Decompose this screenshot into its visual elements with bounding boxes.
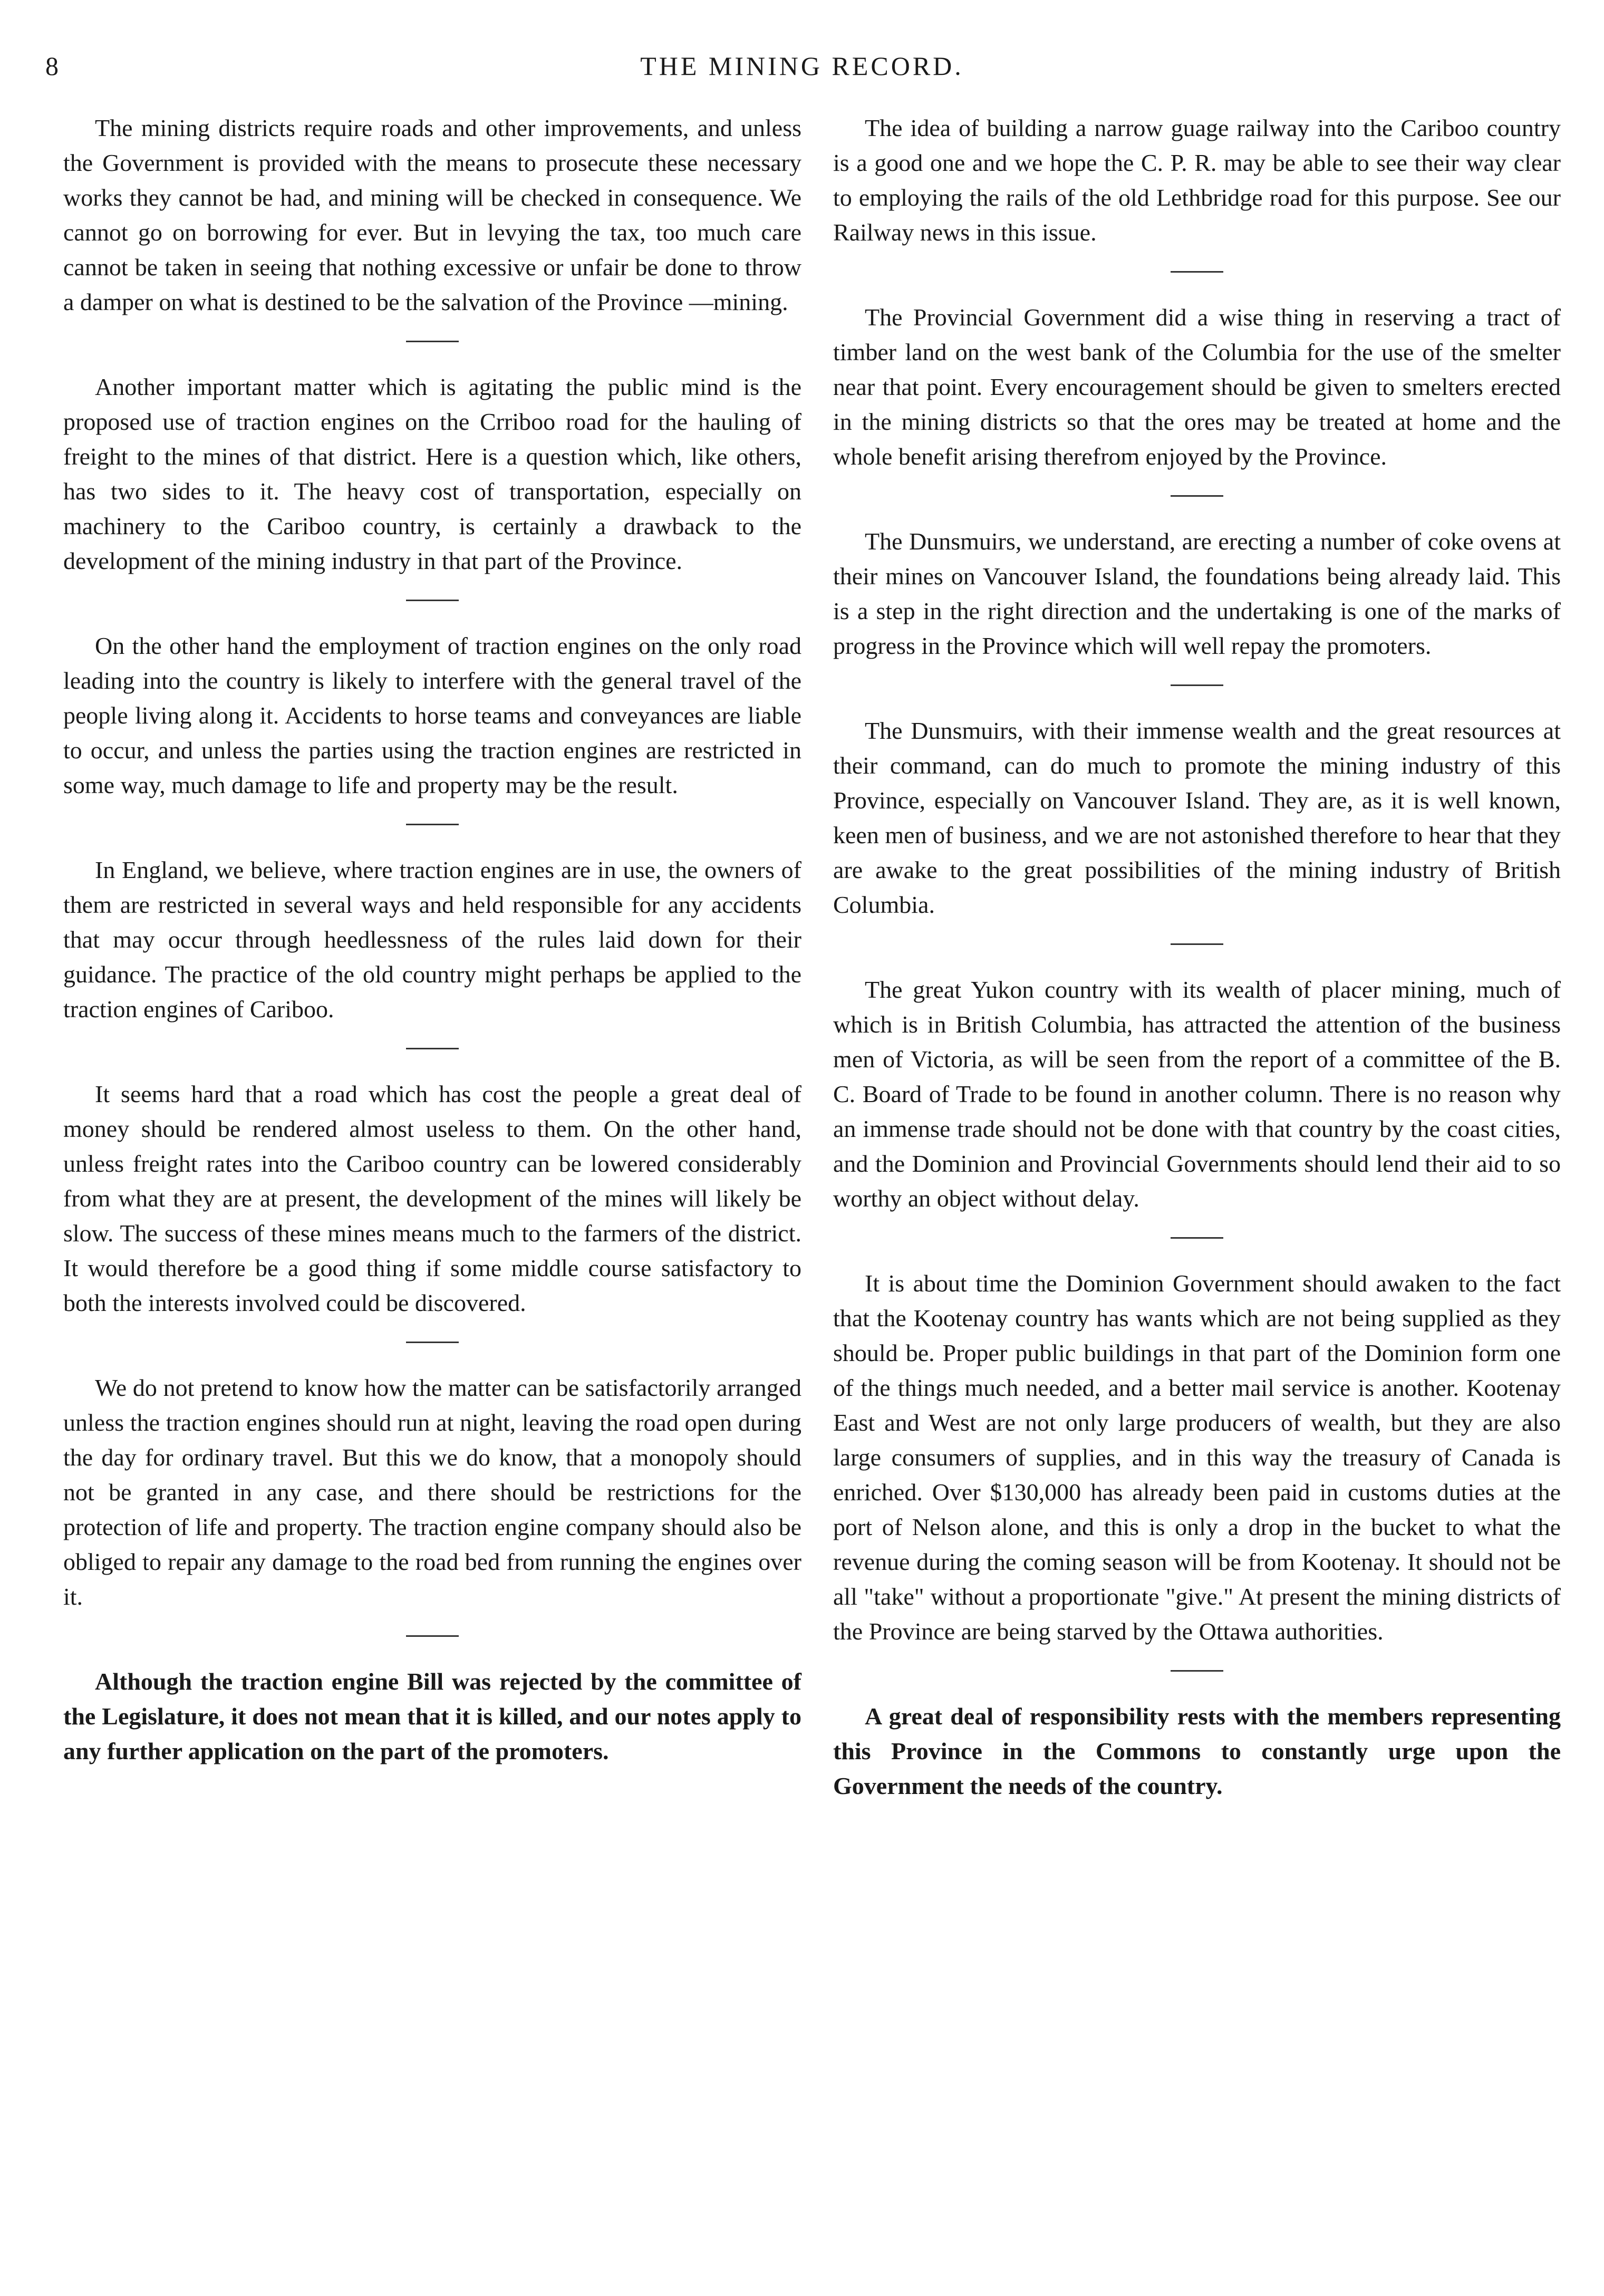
editorial-paragraph: The great Yukon country with its wealth of placer mining, much of which is in British Columbia, has attracted the attention of the business men of Victoria, as will be seen from the report of a committee of the B. C. Board of Trade to be found in another column. There is no reason why an immense trade should not be done with that country by the coast cities, and the Dominion and Provincial Governments should lend their aid to so worthy an object without delay. xyxy=(833,976,1561,1212)
left-column xyxy=(63,111,801,1769)
section-divider xyxy=(406,1048,459,1049)
editorial-paragraph: Another important matter which is agitating the public mind is the proposed use of traction engines on the Crriboo road for the hauling of freight to the mines of that district. Here is a question which, like others, has two sides to it. The heavy cost of transportation, especially on machinery to the Cariboo country, is certainly a drawback to the development of the mining industry in that part of the Province. xyxy=(63,373,801,574)
editorial-paragraph: Although the traction engine Bill was rejected by the committee of the Legislature, it does not mean that it is killed, and our notes apply to any further application on the part of the promoters. xyxy=(63,1668,801,1764)
editorial-paragraph: On the other hand the employment of traction engines on the only road leading into the country is likely to interfere with the general travel of the people living along it. Accidents to horse teams and conveyances are liable to occur, and unless the parties using the traction engines are restricted in some way, much damage to life and property may be the result. xyxy=(63,632,801,798)
editorial-paragraph: The Dunsmuirs, we understand, are erecting a number of coke ovens at their mines on Vancouver Island, the foundations being already laid. This is a step in the right direction and the undertaking is one of the marks of progress in the Province which will well repay the promoters. xyxy=(833,528,1561,659)
page-number: 8 xyxy=(45,51,59,81)
section-divider xyxy=(406,600,459,601)
editorial-paragraph: The Dunsmuirs, with their immense wealth and the great resources at their command, can do much to promote the mining industry of this Province, especially on Vancouver Island. They are, as it is well known, keen men of business, and we are not astonished therefore to hear that they are awake to the great possibilities of the mining industry of British Columbia. xyxy=(833,717,1561,918)
section-divider xyxy=(406,1342,459,1343)
section-divider xyxy=(1171,1670,1223,1672)
editorial-paragraph: It is about time the Dominion Government should awaken to the fact that the Kootenay country has wants which are not being supplied as they should be. Proper public buildings in that part of the Dominion form one of the things much needed, and a better mail service is another. Kootenay East and West are not only large producers of wealth, but they are also large consumers of supplies, and in this way the treasury of Canada is enriched. Over $130,000 has already been paid in customs duties at the port of Nelson alone, and this is only a drop in the bucket to what the revenue during the coming season will be from Kootenay. It should not be all "take" without a proportionate "give." At present the mining districts of the Province are being starved by the Ottawa authorities. xyxy=(833,1270,1561,1645)
editorial-paragraph: We do not pretend to know how the matter can be satisfactorily arranged unless the traction engines should run at night, leaving the road open during the day for ordinary travel. But this we do know, that a monopoly should not be granted in any case, and there should be restrictions for the protection of life and property. The traction engine company should also be obliged to repair any damage to the road bed from running the engines over it. xyxy=(63,1374,801,1610)
editorial-paragraph: In England, we believe, where traction engines are in use, the owners of them are restricted in several ways and held responsible for any accidents that may occur through heedlessness of the rules laid down for their guidance. The practice of the old country might perhaps be applied to the traction engines of Cariboo. xyxy=(63,856,801,1022)
running-title: THE MINING RECORD. xyxy=(640,51,964,81)
section-divider xyxy=(406,1635,459,1637)
section-divider xyxy=(1171,684,1223,686)
editorial-paragraph: A great deal of responsibility rests with the members representing this Province in the Commons to constantly urge upon the Government the needs of the country. xyxy=(833,1703,1561,1799)
section-divider xyxy=(406,341,459,342)
editorial-paragraph: The Provincial Government did a wise thing in reserving a tract of timber land on the west bank of the Columbia for the use of the smelter near that point. Every encouragement should be given to smelters erected in the mining districts so that the ores may be treated at home and the whole benefit arising therefrom enjoyed by the Province. xyxy=(833,304,1561,470)
section-divider xyxy=(1171,271,1223,273)
editorial-paragraph: The idea of building a narrow guage railway into the Cariboo country is a good one and we hope the C. P. R. may be able to see their way clear to employing the rails of the old Lethbridge road for this purpose. See our Railway news in this issue. xyxy=(833,114,1561,246)
section-divider xyxy=(406,824,459,825)
editorial-paragraph: It seems hard that a road which has cost the people a great deal of money should be rendered almost useless to them. On the other hand, unless freight rates into the Cariboo country can be lowered considerably from what they are at present, the development of the mines will likely be slow. The success of these mines means much to the farmers of the district. It would therefore be a good thing if some middle course satisfactory to both the interests involved could be discovered. xyxy=(63,1081,801,1316)
editorial-paragraph: The mining districts require roads and other improvements, and unless the Government is provided with the means to prosecute these necessary works they cannot be had, and mining will be checked in consequence. We cannot go on borrowing for ever. But in levying the tax, too much care cannot be taken in seeing that nothing excessive or unfair be done to throw a damper on what is destined to be the salvation of the Province —mining. xyxy=(63,114,801,315)
right-column xyxy=(833,111,1561,1803)
section-divider xyxy=(1171,1237,1223,1239)
section-divider xyxy=(1171,943,1223,945)
section-divider xyxy=(1171,495,1223,497)
